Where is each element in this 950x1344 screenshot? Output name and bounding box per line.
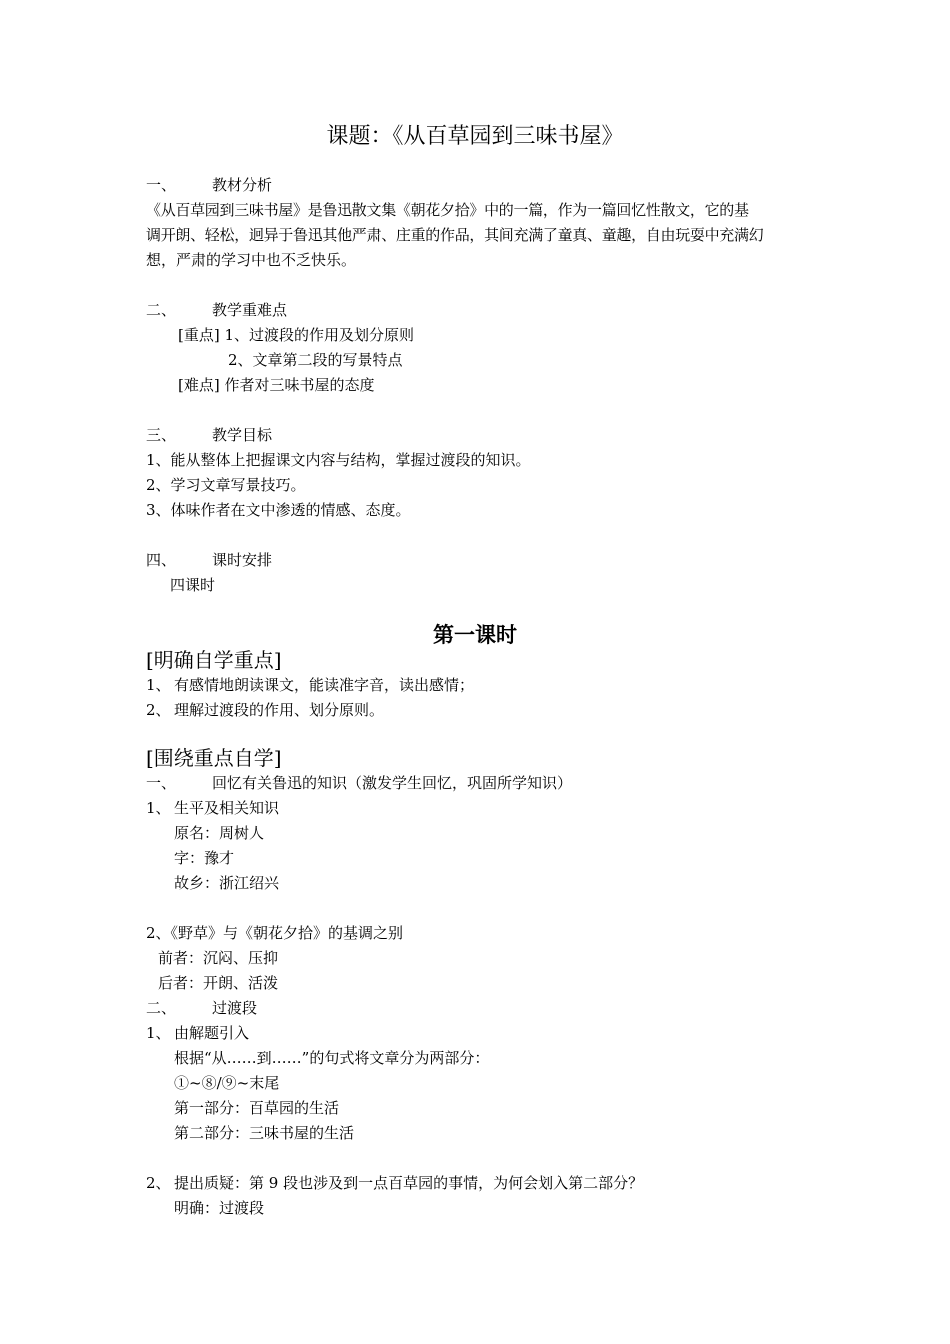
section-2-heading: 教学重难点	[212, 301, 288, 319]
focus-item-text: 理解过渡段的作用、划分原则。	[174, 701, 385, 719]
section-4-heading: 课时安排	[212, 551, 273, 569]
self-study-heading: [围绕重点自学]	[146, 746, 282, 770]
part-1-heading: 回忆有关鲁迅的知识（激发学生回忆，巩固所学知识）	[212, 774, 573, 792]
part-2-line: 根据“从……到……”的句式将文章分为两部分：	[174, 1049, 490, 1067]
goal-item: 2、学习文章写景技巧。	[146, 476, 306, 494]
part-1-item-1-number: 1、	[146, 799, 171, 817]
fact-line: 字：豫才	[174, 849, 235, 867]
part-2-item-2-text: 提出质疑：第 9 段也涉及到一点百草园的事情，为何会划入第二部分？	[174, 1174, 644, 1192]
section-1-para-line-2: 调开朗、轻松，迥异于鲁迅其他严肃、庄重的作品，其间充满了童真、童趣，自由玩耍中充满幻	[146, 226, 764, 244]
fact-line: 原名：周树人	[174, 824, 265, 842]
section-4-number: 四、	[146, 551, 177, 569]
part-2-answer: 明确：过渡段	[174, 1199, 265, 1217]
focus-item-text: 有感情地朗读课文，能读准字音，读出感情；	[174, 676, 475, 694]
part-2-line: 第二部分：三味书屋的生活	[174, 1124, 355, 1142]
section-1-para-line-1: 《从百草园到三味书屋》是鲁迅散文集《朝花夕拾》中的一篇，作为一篇回忆性散文，它的基	[146, 201, 749, 219]
focus-item-number: 2、	[146, 701, 171, 719]
part-2-heading: 过渡段	[212, 999, 258, 1017]
section-3-number: 三、	[146, 426, 177, 444]
fact-line: 故乡：浙江绍兴	[174, 874, 280, 892]
part-1-item-1-text: 生平及相关知识	[174, 799, 280, 817]
part-2-line: ①~⑧/⑨~末尾	[174, 1074, 280, 1092]
part-2-number: 二、	[146, 999, 177, 1017]
part-2-item-1-number: 1、	[146, 1024, 171, 1042]
section-1-heading: 教材分析	[212, 176, 273, 194]
key-point-line-2: 2、文章第二段的写景特点	[228, 351, 403, 369]
part-2-item-1-text: 由解题引入	[174, 1024, 250, 1042]
part-2-line: 第一部分：百草园的生活	[174, 1099, 340, 1117]
lesson-1-title: 第一课时	[433, 622, 517, 647]
latter-tone: 后者：开朗、活泼	[158, 974, 279, 992]
section-3-heading: 教学目标	[212, 426, 273, 444]
section-2-number: 二、	[146, 301, 177, 319]
goal-item: 1、能从整体上把握课文内容与结构，掌握过渡段的知识。	[146, 451, 531, 469]
part-1-number: 一、	[146, 774, 177, 792]
difficult-point: [难点] 作者对三味书屋的态度	[178, 376, 375, 394]
key-point-line-1: [重点] 1、过渡段的作用及划分原则	[178, 326, 415, 344]
section-1-para-line-3: 想，严肃的学习中也不乏快乐。	[146, 251, 357, 269]
class-hours-text: 四课时	[170, 576, 216, 594]
document-title: 课题：《从百草园到三味书屋》	[326, 124, 624, 149]
focus-item-number: 1、	[146, 676, 171, 694]
part-2-item-2-number: 2、	[146, 1174, 171, 1192]
former-tone: 前者：沉闷、压抑	[158, 949, 279, 967]
part-1-item-2: 2、《野草》与《朝花夕拾》的基调之别	[146, 924, 404, 942]
goal-item: 3、体味作者在文中渗透的情感、态度。	[146, 501, 411, 519]
focus-heading: [明确自学重点]	[146, 648, 282, 672]
section-1-number: 一、	[146, 176, 177, 194]
